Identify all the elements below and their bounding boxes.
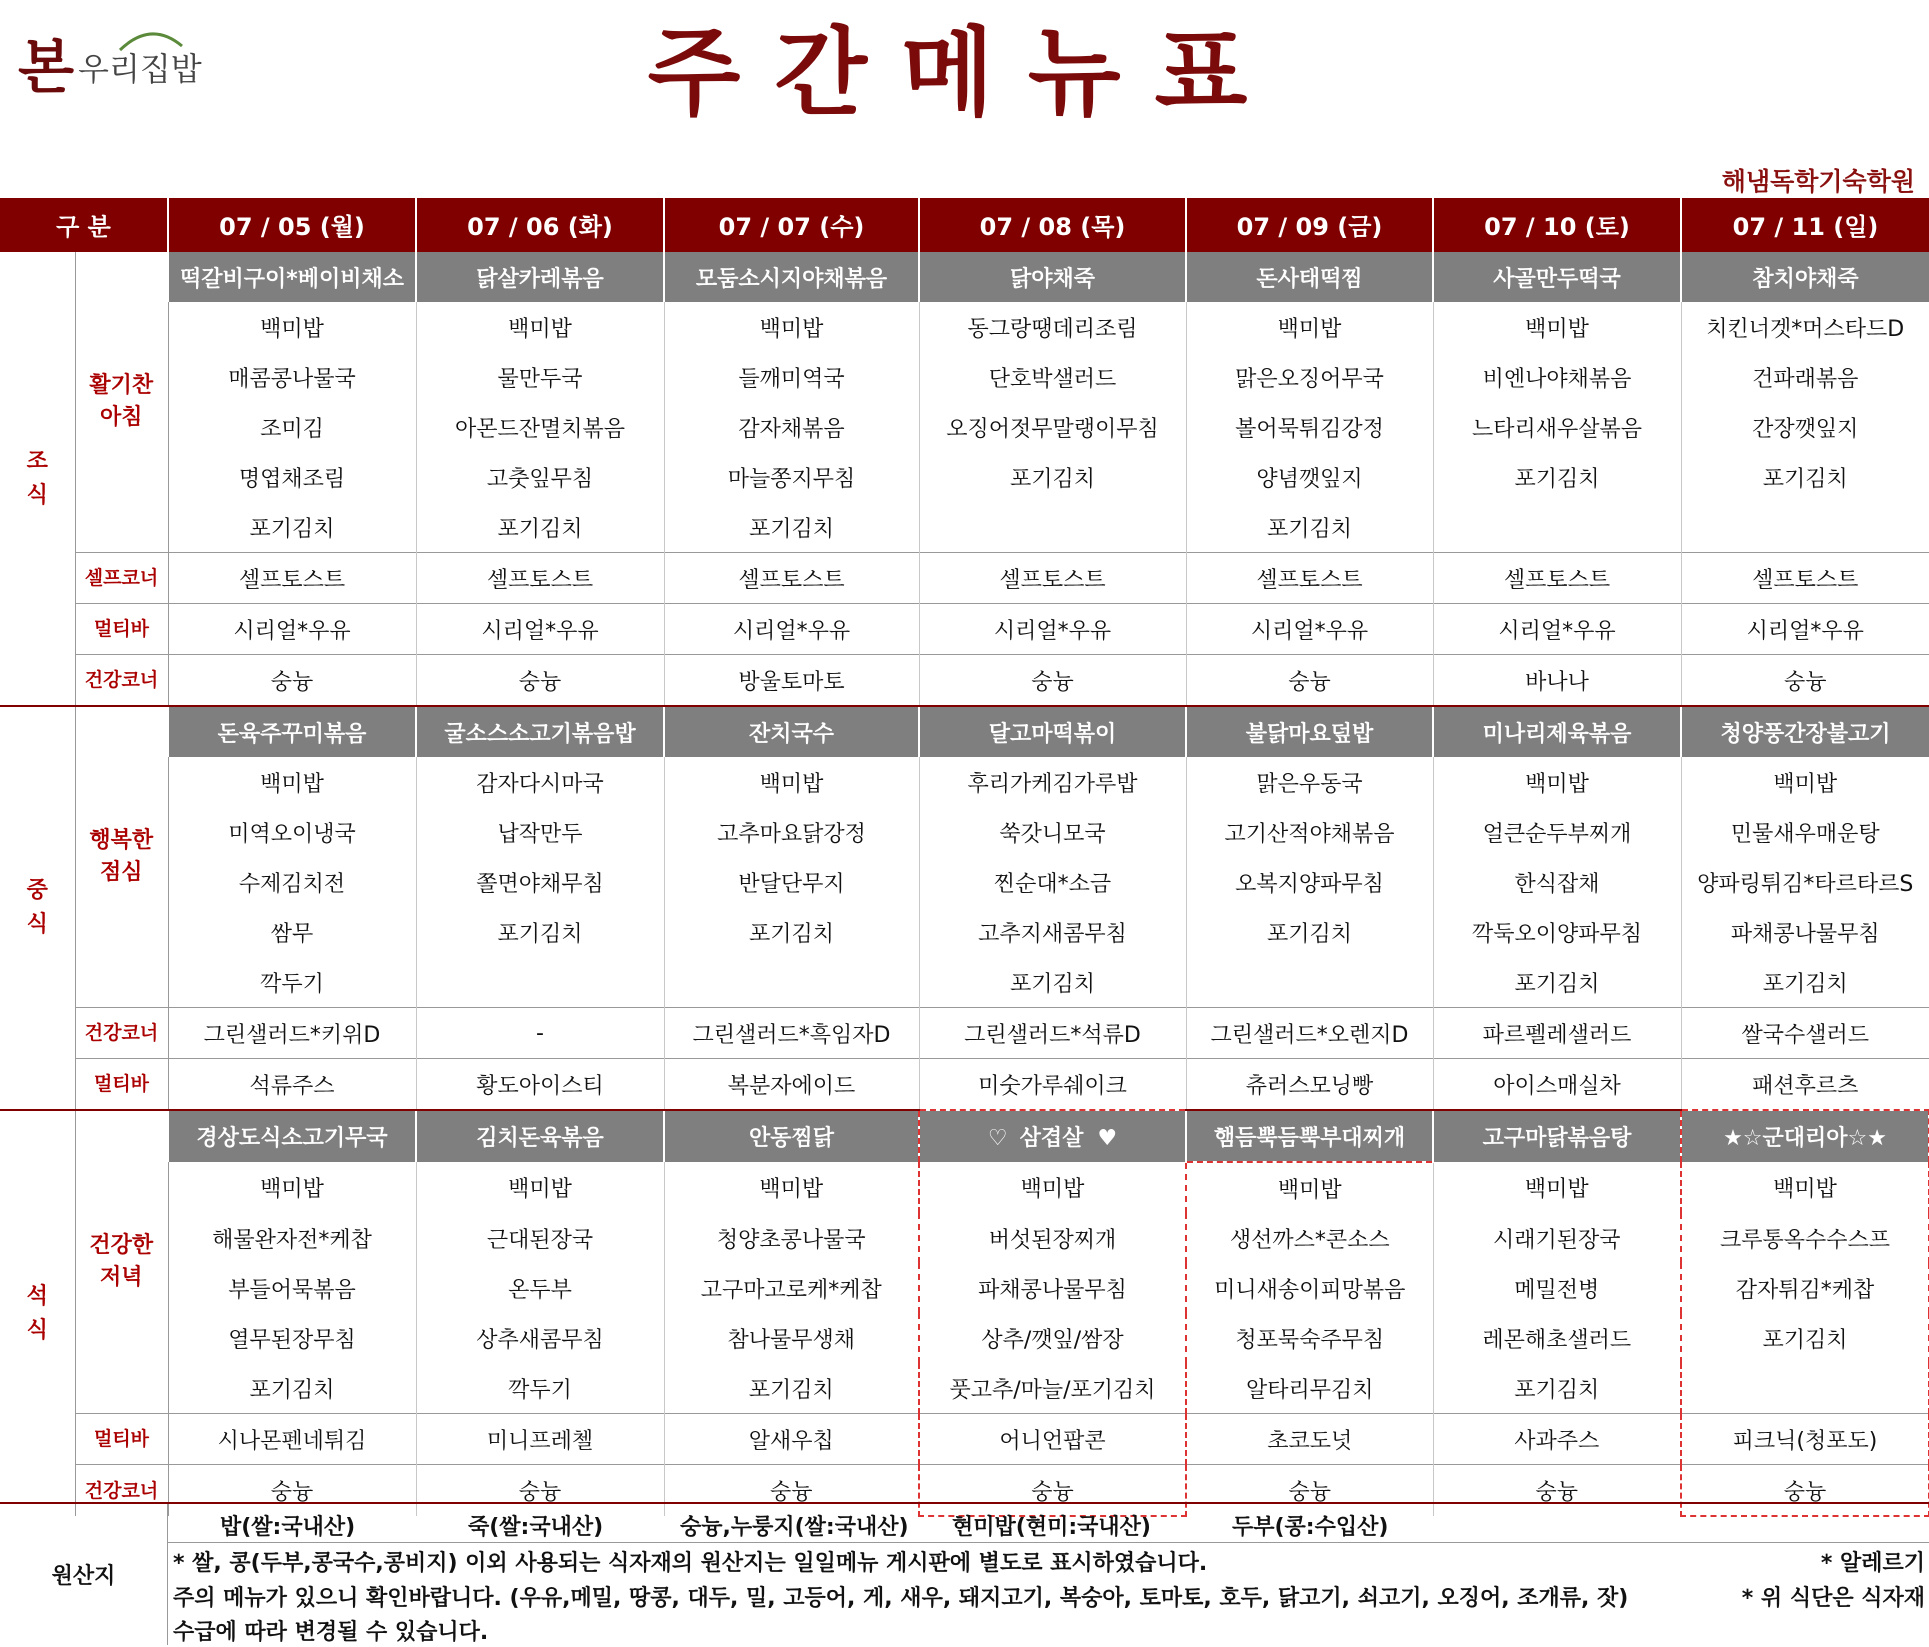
logo-text-label: 우리집밥	[78, 50, 202, 88]
corner-row	[0, 1414, 1929, 1465]
side-dish: 포기김치	[1186, 907, 1433, 957]
school-name: 해냄독학기숙학원	[1721, 167, 1915, 196]
corner-item: 사과주스	[1433, 1414, 1681, 1465]
side-dish: 메밀전병	[1433, 1263, 1681, 1313]
main-dish-row	[0, 251, 1929, 302]
corner-label: 셀프코너	[75, 553, 168, 604]
origin-label: 원산지	[0, 1504, 168, 1645]
origin-note: 수급에 따라 변경될 수 있습니다.	[173, 1620, 489, 1645]
corner-label: 건강코너	[75, 655, 168, 707]
side-dish: 청포묵숙주무침	[1186, 1313, 1433, 1363]
day-header: 07 / 09 (금)	[1186, 198, 1433, 251]
side-dish: 백미밥	[1433, 1162, 1681, 1213]
side-dish: 고구마고로케*케찹	[664, 1263, 919, 1313]
corner-item: 시리얼*우유	[1681, 604, 1929, 655]
main-dish	[416, 1110, 664, 1162]
side-dish: 단호박샐러드	[919, 352, 1186, 402]
main-dish-label: 달고마떡볶이	[988, 721, 1117, 747]
main-dish	[919, 251, 1186, 302]
side-dish: 볼어묵튀김강정	[1186, 402, 1433, 452]
side-dish: 고추마요닭강정	[664, 807, 919, 857]
meal-label	[0, 706, 75, 1110]
origin-note-right: * 알레르기	[1820, 1551, 1925, 1576]
side-dish: 아몬드잔멸치볶음	[416, 402, 664, 452]
sub-label	[75, 251, 168, 553]
main-dish-label: 돈육주꾸미볶음	[217, 721, 367, 747]
main-dish	[1186, 706, 1433, 757]
meal-label-text: 조식	[26, 448, 48, 508]
corner-row	[0, 1059, 1929, 1111]
sub-label-text: 활기찬 아침	[89, 373, 154, 430]
meal-label-text: 중식	[26, 878, 48, 937]
category-header: 구 분	[0, 198, 168, 251]
day-header: 07 / 11 (일)	[1681, 198, 1929, 251]
corner-item: 알새우칩	[664, 1414, 919, 1465]
corner-item: 셀프토스트	[1186, 553, 1433, 604]
side-dish-row	[0, 302, 1929, 352]
corner-item: 미니프레첼	[416, 1414, 664, 1465]
main-dish-label: 사골만두떡국	[1493, 266, 1621, 292]
main-dish-label: 김치돈육볶음	[476, 1126, 604, 1151]
side-dish: 포기김치	[1433, 1363, 1681, 1414]
corner-item: 숭늉	[919, 655, 1186, 707]
side-dish	[1681, 1363, 1929, 1414]
corner-item: 시리얼*우유	[416, 604, 664, 655]
side-dish-row	[0, 352, 1929, 402]
corner-item: 파르펠레샐러드	[1433, 1008, 1681, 1059]
corner-item: 복분자에이드	[664, 1059, 919, 1111]
side-dish: 치킨너겟*머스타드D	[1681, 302, 1929, 352]
side-dish: 양념깻잎지	[1186, 452, 1433, 502]
side-dish: 백미밥	[168, 1162, 416, 1213]
side-dish-row	[0, 1162, 1929, 1213]
side-dish: 백미밥	[1681, 757, 1929, 807]
main-dish	[1433, 251, 1681, 302]
corner-item: 셀프토스트	[1681, 553, 1929, 604]
corner-item: 아이스매실차	[1433, 1059, 1681, 1111]
side-dish: 미역오이냉국	[168, 807, 416, 857]
side-dish: 감자튀김*케찹	[1681, 1263, 1929, 1313]
origin-item: 현미밥(현미:국내산)	[952, 1515, 1151, 1540]
meal-label	[0, 251, 75, 706]
main-dish-label: 닭살카레볶음	[476, 266, 604, 292]
main-dish-label: 고구마닭볶음탕	[1482, 1126, 1632, 1151]
side-dish: 포기김치	[664, 1363, 919, 1414]
corner-row	[0, 1008, 1929, 1059]
side-dish: 양파링튀김*타르타르S	[1681, 857, 1929, 907]
origin-item: 두부(콩:수입산)	[1232, 1515, 1389, 1540]
day-header: 07 / 06 (화)	[416, 198, 664, 251]
origin-note-right: * 위 식단은 식자재	[1741, 1586, 1925, 1611]
main-dish-label: 굴소스소고기볶음밥	[444, 721, 636, 747]
side-dish: 온두부	[416, 1263, 664, 1313]
corner-label: 멀티바	[75, 1059, 168, 1111]
main-dish-label: 청양풍간장불고기	[1720, 721, 1891, 747]
side-dish: 매콤콩나물국	[168, 352, 416, 402]
side-dish: 풋고추/마늘/포기김치	[919, 1363, 1186, 1414]
side-dish: 조미김	[168, 402, 416, 452]
side-dish: 백미밥	[416, 1162, 664, 1213]
corner-item: 숭늉	[416, 1465, 664, 1517]
main-dish	[416, 251, 664, 302]
side-dish: 포기김치	[1433, 957, 1681, 1008]
main-dish	[1681, 1110, 1929, 1162]
side-dish: 크루통옥수수스프	[1681, 1213, 1929, 1263]
side-dish: 포기김치	[416, 502, 664, 553]
sub-label-text: 행복한 점심	[89, 828, 154, 885]
side-dish: 백미밥	[1186, 1162, 1433, 1213]
main-dish	[919, 706, 1186, 757]
header-row	[0, 198, 1929, 251]
side-dish-row	[0, 807, 1929, 857]
corner-item: 숭늉	[1186, 1465, 1433, 1517]
side-dish	[1681, 502, 1929, 553]
side-dish: 열무된장무침	[168, 1313, 416, 1363]
page-title: 주간메뉴표	[647, 17, 1282, 129]
side-dish: 수제김치전	[168, 857, 416, 907]
corner-label: 건강코너	[75, 1008, 168, 1059]
main-dish-label: 미나리제육볶음	[1482, 721, 1632, 747]
main-dish-label: 돈사태떡찜	[1256, 266, 1363, 292]
side-dish: 후리가케김가루밥	[919, 757, 1186, 807]
side-dish: 부들어묵볶음	[168, 1263, 416, 1313]
side-dish-row	[0, 452, 1929, 502]
weekly-menu-table	[0, 198, 1929, 1517]
side-dish: 감자채볶음	[664, 402, 919, 452]
corner-item: 숭늉	[416, 655, 664, 707]
side-dish	[1433, 502, 1681, 553]
side-dish: 포기김치	[168, 1363, 416, 1414]
corner-label: 건강코너	[75, 1465, 168, 1517]
side-dish: 맑은오징어무국	[1186, 352, 1433, 402]
side-dish: 비엔나야채볶음	[1433, 352, 1681, 402]
side-dish-row	[0, 1213, 1929, 1263]
side-dish: 명엽채조림	[168, 452, 416, 502]
side-dish: 쑥갓니모국	[919, 807, 1186, 857]
corner-item: 바나나	[1433, 655, 1681, 707]
side-dish: 파채콩나물무침	[1681, 907, 1929, 957]
side-dish: 알타리무김치	[1186, 1363, 1433, 1414]
corner-item: 방울토마토	[664, 655, 919, 707]
corner-item: 셀프토스트	[168, 553, 416, 604]
corner-item: 셀프토스트	[1433, 553, 1681, 604]
side-dish: 깍두기	[416, 1363, 664, 1414]
side-dish: 포기김치	[416, 907, 664, 957]
main-dish	[1433, 706, 1681, 757]
corner-item: 숭늉	[1186, 655, 1433, 707]
corner-row	[0, 655, 1929, 707]
side-dish: 포기김치	[1186, 502, 1433, 553]
corner-item: 패션후르츠	[1681, 1059, 1929, 1111]
corner-item: 숭늉	[168, 655, 416, 707]
side-dish: 백미밥	[664, 302, 919, 352]
side-dish: 한식잡채	[1433, 857, 1681, 907]
logo-mark: 본	[18, 33, 75, 101]
side-dish: 민물새우매운탕	[1681, 807, 1929, 857]
side-dish: 시래기된장국	[1433, 1213, 1681, 1263]
side-dish: 쌈무	[168, 907, 416, 957]
sub-label	[75, 706, 168, 1008]
side-dish: 납작만두	[416, 807, 664, 857]
main-dish	[664, 251, 919, 302]
side-dish: 백미밥	[168, 757, 416, 807]
corner-item: 시리얼*우유	[168, 604, 416, 655]
corner-item: -	[416, 1008, 664, 1059]
main-dish-label: 참치야채죽	[1752, 266, 1859, 292]
side-dish-row	[0, 857, 1929, 907]
side-dish: 반달단무지	[664, 857, 919, 907]
side-dish: 근대된장국	[416, 1213, 664, 1263]
main-dish	[168, 1110, 416, 1162]
main-dish	[1681, 706, 1929, 757]
corner-item: 셀프토스트	[664, 553, 919, 604]
main-dish-label: ★☆군대리아☆★	[1723, 1126, 1887, 1151]
heart-solid-icon: ♥	[1097, 1126, 1118, 1151]
corner-item: 그린샐러드*흑임자D	[664, 1008, 919, 1059]
corner-row	[0, 604, 1929, 655]
corner-item: 초코도넛	[1186, 1414, 1433, 1465]
main-dish	[168, 706, 416, 757]
corner-item: 숭늉	[1681, 655, 1929, 707]
main-dish	[1433, 1110, 1681, 1162]
side-dish: 포기김치	[919, 957, 1186, 1008]
corner-item: 숭늉	[168, 1465, 416, 1517]
side-dish: 레몬해초샐러드	[1433, 1313, 1681, 1363]
main-dish-row	[0, 706, 1929, 757]
main-dish	[664, 706, 919, 757]
side-dish: 깍둑오이양파무침	[1433, 907, 1681, 957]
side-dish: 버섯된장찌개	[919, 1213, 1186, 1263]
meal-label	[0, 1110, 75, 1516]
side-dish	[416, 957, 664, 1008]
day-header: 07 / 10 (토)	[1433, 198, 1681, 251]
main-dish-label: 삼겹살	[1019, 1126, 1084, 1151]
side-dish-row	[0, 1313, 1929, 1363]
corner-item: 숭늉	[664, 1465, 919, 1517]
side-dish	[664, 957, 919, 1008]
side-dish: 생선까스*콘소스	[1186, 1213, 1433, 1263]
origin-section	[0, 1502, 1929, 1647]
side-dish: 백미밥	[664, 757, 919, 807]
side-dish: 감자다시마국	[416, 757, 664, 807]
day-header: 07 / 05 (월)	[168, 198, 416, 251]
side-dish: 백미밥	[664, 1162, 919, 1213]
side-dish: 오징어젓무말랭이무침	[919, 402, 1186, 452]
origin-items	[168, 1504, 1929, 1543]
side-dish: 백미밥	[1433, 302, 1681, 352]
side-dish: 고추지새콤무침	[919, 907, 1186, 957]
corner-item: 시리얼*우유	[1433, 604, 1681, 655]
side-dish: 쫄면야채무침	[416, 857, 664, 907]
corner-item: 황도아이스티	[416, 1059, 664, 1111]
side-dish: 들깨미역국	[664, 352, 919, 402]
main-dish	[664, 1110, 919, 1162]
corner-item: 피크닉(청포도)	[1681, 1414, 1929, 1465]
corner-item: 시리얼*우유	[1186, 604, 1433, 655]
main-dish-label: 경상도식소고기무국	[196, 1126, 388, 1151]
corner-item: 어니언팝콘	[919, 1414, 1186, 1465]
corner-item: 쌀국수샐러드	[1681, 1008, 1929, 1059]
side-dish: 포기김치	[1681, 452, 1929, 502]
side-dish: 포기김치	[664, 502, 919, 553]
sub-label	[75, 1110, 168, 1414]
side-dish: 백미밥	[1681, 1162, 1929, 1213]
side-dish: 고기산적야채볶음	[1186, 807, 1433, 857]
main-dish-label: 안동찜닭	[749, 1126, 835, 1151]
side-dish: 백미밥	[168, 302, 416, 352]
origin-item: 밥(쌀:국내산)	[220, 1515, 356, 1540]
side-dish: 백미밥	[919, 1162, 1186, 1213]
side-dish: 느타리새우살볶음	[1433, 402, 1681, 452]
side-dish: 포기김치	[1433, 452, 1681, 502]
side-dish: 깍두기	[168, 957, 416, 1008]
side-dish: 동그랑땡데리조림	[919, 302, 1186, 352]
side-dish: 청양초콩나물국	[664, 1213, 919, 1263]
side-dish: 포기김치	[664, 907, 919, 957]
corner-item: 시리얼*우유	[664, 604, 919, 655]
side-dish-row	[0, 1363, 1929, 1414]
side-dish: 미니새송이피망볶음	[1186, 1263, 1433, 1313]
corner-item: 석류주스	[168, 1059, 416, 1111]
side-dish: 상추/깻잎/쌈장	[919, 1313, 1186, 1363]
main-dish	[416, 706, 664, 757]
corner-item: 츄러스모닝빵	[1186, 1059, 1433, 1111]
main-dish-label: 닭야채죽	[1010, 266, 1096, 292]
day-header: 07 / 08 (목)	[919, 198, 1186, 251]
side-dish: 백미밥	[1186, 302, 1433, 352]
main-dish-label: 햄듬뿍듬뿍부대찌개	[1213, 1125, 1406, 1151]
corner-label: 멀티바	[75, 604, 168, 655]
side-dish: 참나물무생채	[664, 1313, 919, 1363]
corner-item: 숭늉	[1681, 1465, 1929, 1517]
side-dish-row	[0, 757, 1929, 807]
side-dish: 상추새콤무침	[416, 1313, 664, 1363]
side-dish-row	[0, 1263, 1929, 1313]
side-dish	[1186, 957, 1433, 1008]
side-dish-row	[0, 957, 1929, 1008]
heart-outline-icon: ♡	[987, 1126, 1008, 1151]
side-dish: 마늘쫑지무침	[664, 452, 919, 502]
main-dish-label: 불닭마요덮밥	[1245, 721, 1374, 747]
corner-item: 셀프토스트	[919, 553, 1186, 604]
main-dish-row	[0, 1110, 1929, 1162]
side-dish: 해물완자전*케찹	[168, 1213, 416, 1263]
corner-item: 숭늉	[1433, 1465, 1681, 1517]
corner-item: 시나몬펜네튀김	[168, 1414, 416, 1465]
side-dish: 백미밥	[1433, 757, 1681, 807]
side-dish: 포기김치	[168, 502, 416, 553]
corner-item: 시리얼*우유	[919, 604, 1186, 655]
side-dish: 얼큰순두부찌개	[1433, 807, 1681, 857]
corner-row	[0, 553, 1929, 604]
side-dish: 포기김치	[1681, 1313, 1929, 1363]
side-dish: 파채콩나물무침	[919, 1263, 1186, 1313]
sub-label-text: 건강한 저녁	[89, 1233, 154, 1290]
side-dish: 고춧잎무침	[416, 452, 664, 502]
origin-item: 죽(쌀:국내산)	[468, 1515, 604, 1540]
side-dish: 찐순대*소금	[919, 857, 1186, 907]
main-dish	[1681, 251, 1929, 302]
meal-label-text: 석식	[26, 1283, 48, 1343]
side-dish: 포기김치	[919, 452, 1186, 502]
side-dish-row	[0, 402, 1929, 452]
side-dish-row	[0, 502, 1929, 553]
origin-note: 주의 메뉴가 있으니 확인바랍니다. (우유,메밀, 땅콩, 대두, 밀, 고등어, 게, 새우, 돼지고기, 복숭아, 토마토, 호두, 닭고기, 쇠고기, 오징어, 조개류, 잣)	[173, 1586, 1629, 1611]
day-header: 07 / 07 (수)	[664, 198, 919, 251]
side-dish: 건파래볶음	[1681, 352, 1929, 402]
main-dish	[1186, 1110, 1433, 1162]
corner-item: 그린샐러드*오렌지D	[1186, 1008, 1433, 1059]
side-dish: 물만두국	[416, 352, 664, 402]
main-dish-label: 잔치국수	[749, 721, 835, 747]
main-dish-label: 모둠소시지야채볶음	[695, 266, 888, 292]
side-dish: 오복지양파무침	[1186, 857, 1433, 907]
corner-item: 그린샐러드*키위D	[168, 1008, 416, 1059]
corner-label: 멀티바	[75, 1414, 168, 1465]
origin-note: * 쌀, 콩(두부,콩국수,콩비지) 이외 사용되는 식자재의 원산지는 일일메뉴 게시판에 별도로 표시하였습니다.	[173, 1551, 1208, 1576]
side-dish: 맑은우동국	[1186, 757, 1433, 807]
corner-item: 그린샐러드*석류D	[919, 1008, 1186, 1059]
side-dish	[919, 502, 1186, 553]
side-dish: 간장깻잎지	[1681, 402, 1929, 452]
side-dish: 백미밥	[416, 302, 664, 352]
side-dish-row	[0, 907, 1929, 957]
side-dish: 포기김치	[1681, 957, 1929, 1008]
corner-item: 미숫가루쉐이크	[919, 1059, 1186, 1111]
corner-item: 셀프토스트	[416, 553, 664, 604]
main-dish	[1186, 251, 1433, 302]
main-dish-label: 떡갈비구이*베이비채소	[180, 266, 405, 292]
corner-item: 숭늉	[919, 1465, 1186, 1517]
origin-item: 숭늉,누룽지(쌀:국내산)	[680, 1515, 909, 1540]
main-dish	[919, 1110, 1186, 1162]
main-dish	[168, 251, 416, 302]
